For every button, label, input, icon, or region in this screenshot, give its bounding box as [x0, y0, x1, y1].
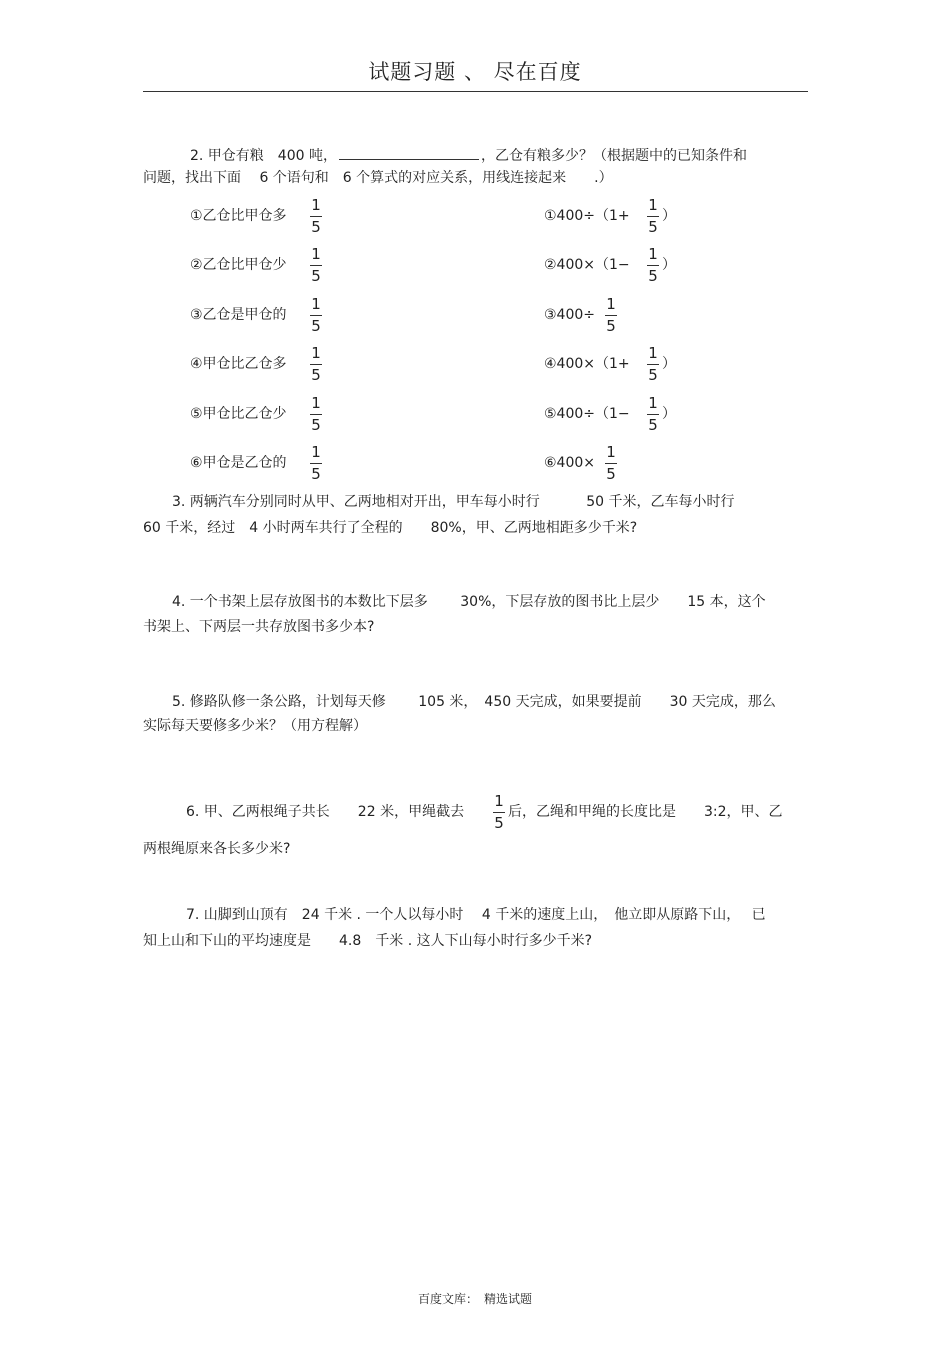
- fraction-numerator: 1: [648, 394, 658, 412]
- q6-fraction: [492, 793, 506, 832]
- q2-formula-4: [544, 355, 630, 373]
- page-header-title: 试题习题 、 尽在百度: [368, 60, 582, 84]
- fraction-bar: [310, 315, 322, 316]
- fraction-denominator: 5: [311, 416, 321, 434]
- fraction-bar: [647, 364, 659, 365]
- formula-1-prefix: ①400÷（1+: [544, 208, 630, 224]
- fraction-numerator: 1: [648, 196, 658, 214]
- fraction-bar: [647, 216, 659, 217]
- fraction-bar: [310, 364, 322, 365]
- fraction-denominator: 5: [311, 317, 321, 335]
- fraction-numerator: 1: [648, 344, 658, 362]
- fraction-denominator: 5: [311, 366, 321, 384]
- fraction-bar: [605, 463, 617, 464]
- statement-1-fraction: [309, 197, 323, 236]
- q7-line2: 知上山和下山的平均速度是 4.8 千米 . 这人下山每小时行多少千米?: [143, 933, 593, 949]
- formula-4-prefix: ④400×（1+: [544, 356, 630, 372]
- formula-4-fraction: [646, 345, 660, 384]
- fraction-bar: [310, 463, 322, 464]
- formula-2-prefix: ②400×（1−: [544, 257, 630, 273]
- formula-6-fraction: [604, 444, 618, 483]
- q2-statement-5: ⑤甲仓比乙仓少: [190, 406, 287, 422]
- fraction-denominator: 5: [606, 317, 616, 335]
- fraction-denominator: 5: [311, 267, 321, 285]
- formula-5-fraction: [646, 395, 660, 434]
- q6-line1-end: 后，乙绳和甲绳的长度比是 3:2，甲、乙: [508, 804, 783, 820]
- formula-1-suffix: ）: [662, 208, 676, 224]
- page-footer: 百度文库： 精选试题: [417, 1292, 532, 1306]
- formula-5-suffix: ）: [662, 406, 676, 422]
- q5-line1: 5. 修路队修一条公路，计划每天修 105 米， 450 天完成，如果要提前 30 天完成，那么: [172, 694, 776, 710]
- statement-4-fraction: [309, 345, 323, 384]
- q2-answer-blank[interactable]: [339, 145, 479, 160]
- fraction-numerator: 1: [494, 792, 504, 810]
- formula-5-prefix: ⑤400÷（1−: [544, 406, 630, 422]
- q2-formula-5: [544, 405, 630, 423]
- q2-statement-2: ②乙仓比甲仓少: [190, 257, 287, 273]
- formula-4-suffix: ）: [662, 356, 676, 372]
- fraction-bar: [310, 265, 322, 266]
- fraction-denominator: 5: [648, 267, 658, 285]
- q2-formula-1: [544, 207, 630, 225]
- formula-2-fraction: [646, 246, 660, 285]
- q2-statement-4: ④甲仓比乙仓多: [190, 356, 287, 372]
- q2-statement-3: ③乙仓是甲仓的: [190, 307, 287, 323]
- formula-3-prefix: ③400÷: [544, 307, 596, 323]
- fraction-bar: [647, 265, 659, 266]
- q2-statement-1: ①乙仓比甲仓多: [190, 208, 287, 224]
- header-divider: [143, 91, 808, 92]
- formula-1-fraction: [646, 197, 660, 236]
- fraction-numerator: 1: [311, 344, 321, 362]
- statement-6-fraction: [309, 444, 323, 483]
- q2-line1: [190, 145, 747, 165]
- fraction-numerator: 1: [311, 394, 321, 412]
- fraction-numerator: 1: [606, 295, 616, 313]
- q4-line2: 书架上、下两层一共存放图书多少本?: [143, 619, 375, 635]
- fraction-bar: [647, 414, 659, 415]
- q6-line2: 两根绳原来各长多少米?: [143, 841, 291, 857]
- formula-3-fraction: [604, 296, 618, 335]
- q5-line2: 实际每天要修多少米？（用方程解）: [143, 718, 367, 734]
- q2-line2: 问题，找出下面 6 个语句和 6 个算式的对应关系，用线连接起来 .）: [143, 170, 613, 186]
- formula-6-prefix: ⑥400×: [544, 455, 596, 471]
- fraction-bar: [310, 216, 322, 217]
- q2-line1-end: ，乙仓有粮多少？（根据题中的已知条件和: [480, 148, 747, 164]
- fraction-numerator: 1: [311, 295, 321, 313]
- q3-line2: 60 千米，经过 4 小时两车共行了全程的 80%，甲、乙两地相距多少千米?: [143, 520, 638, 536]
- fraction-denominator: 5: [648, 366, 658, 384]
- q2-formula-6: [544, 454, 595, 472]
- fraction-denominator: 5: [311, 465, 321, 483]
- q3-line1: 3. 两辆汽车分别同时从甲、乙两地相对开出，甲车每小时行 50 千米，乙车每小时行: [172, 494, 735, 510]
- q6-line1-start: 6. 甲、乙两根绳子共长 22 米，甲绳截去: [186, 804, 465, 820]
- fraction-numerator: 1: [311, 443, 321, 461]
- fraction-numerator: 1: [648, 245, 658, 263]
- statement-5-fraction: [309, 395, 323, 434]
- q2-formula-3: [544, 306, 595, 324]
- fraction-denominator: 5: [648, 416, 658, 434]
- fraction-denominator: 5: [648, 218, 658, 236]
- fraction-numerator: 1: [311, 196, 321, 214]
- fraction-numerator: 1: [311, 245, 321, 263]
- fraction-denominator: 5: [494, 814, 504, 832]
- q2-line1-start: 2. 甲仓有粮 400 吨，: [190, 148, 337, 164]
- statement-3-fraction: [309, 296, 323, 335]
- fraction-numerator: 1: [606, 443, 616, 461]
- fraction-denominator: 5: [311, 218, 321, 236]
- formula-2-suffix: ）: [662, 257, 676, 273]
- q4-line1: 4. 一个书架上层存放图书的本数比下层多 30%，下层存放的图书比上层少 15 本，这个: [172, 594, 766, 610]
- fraction-denominator: 5: [606, 465, 616, 483]
- fraction-bar: [605, 315, 617, 316]
- q2-formula-2: [544, 256, 630, 274]
- fraction-bar: [493, 812, 505, 813]
- statement-2-fraction: [309, 246, 323, 285]
- q2-statement-6: ⑥甲仓是乙仓的: [190, 455, 287, 471]
- q7-line1: 7. 山脚到山顶有 24 千米 . 一个人以每小时 4 千米的速度上山， 他立即从原路下山， 已: [186, 907, 766, 923]
- fraction-bar: [310, 414, 322, 415]
